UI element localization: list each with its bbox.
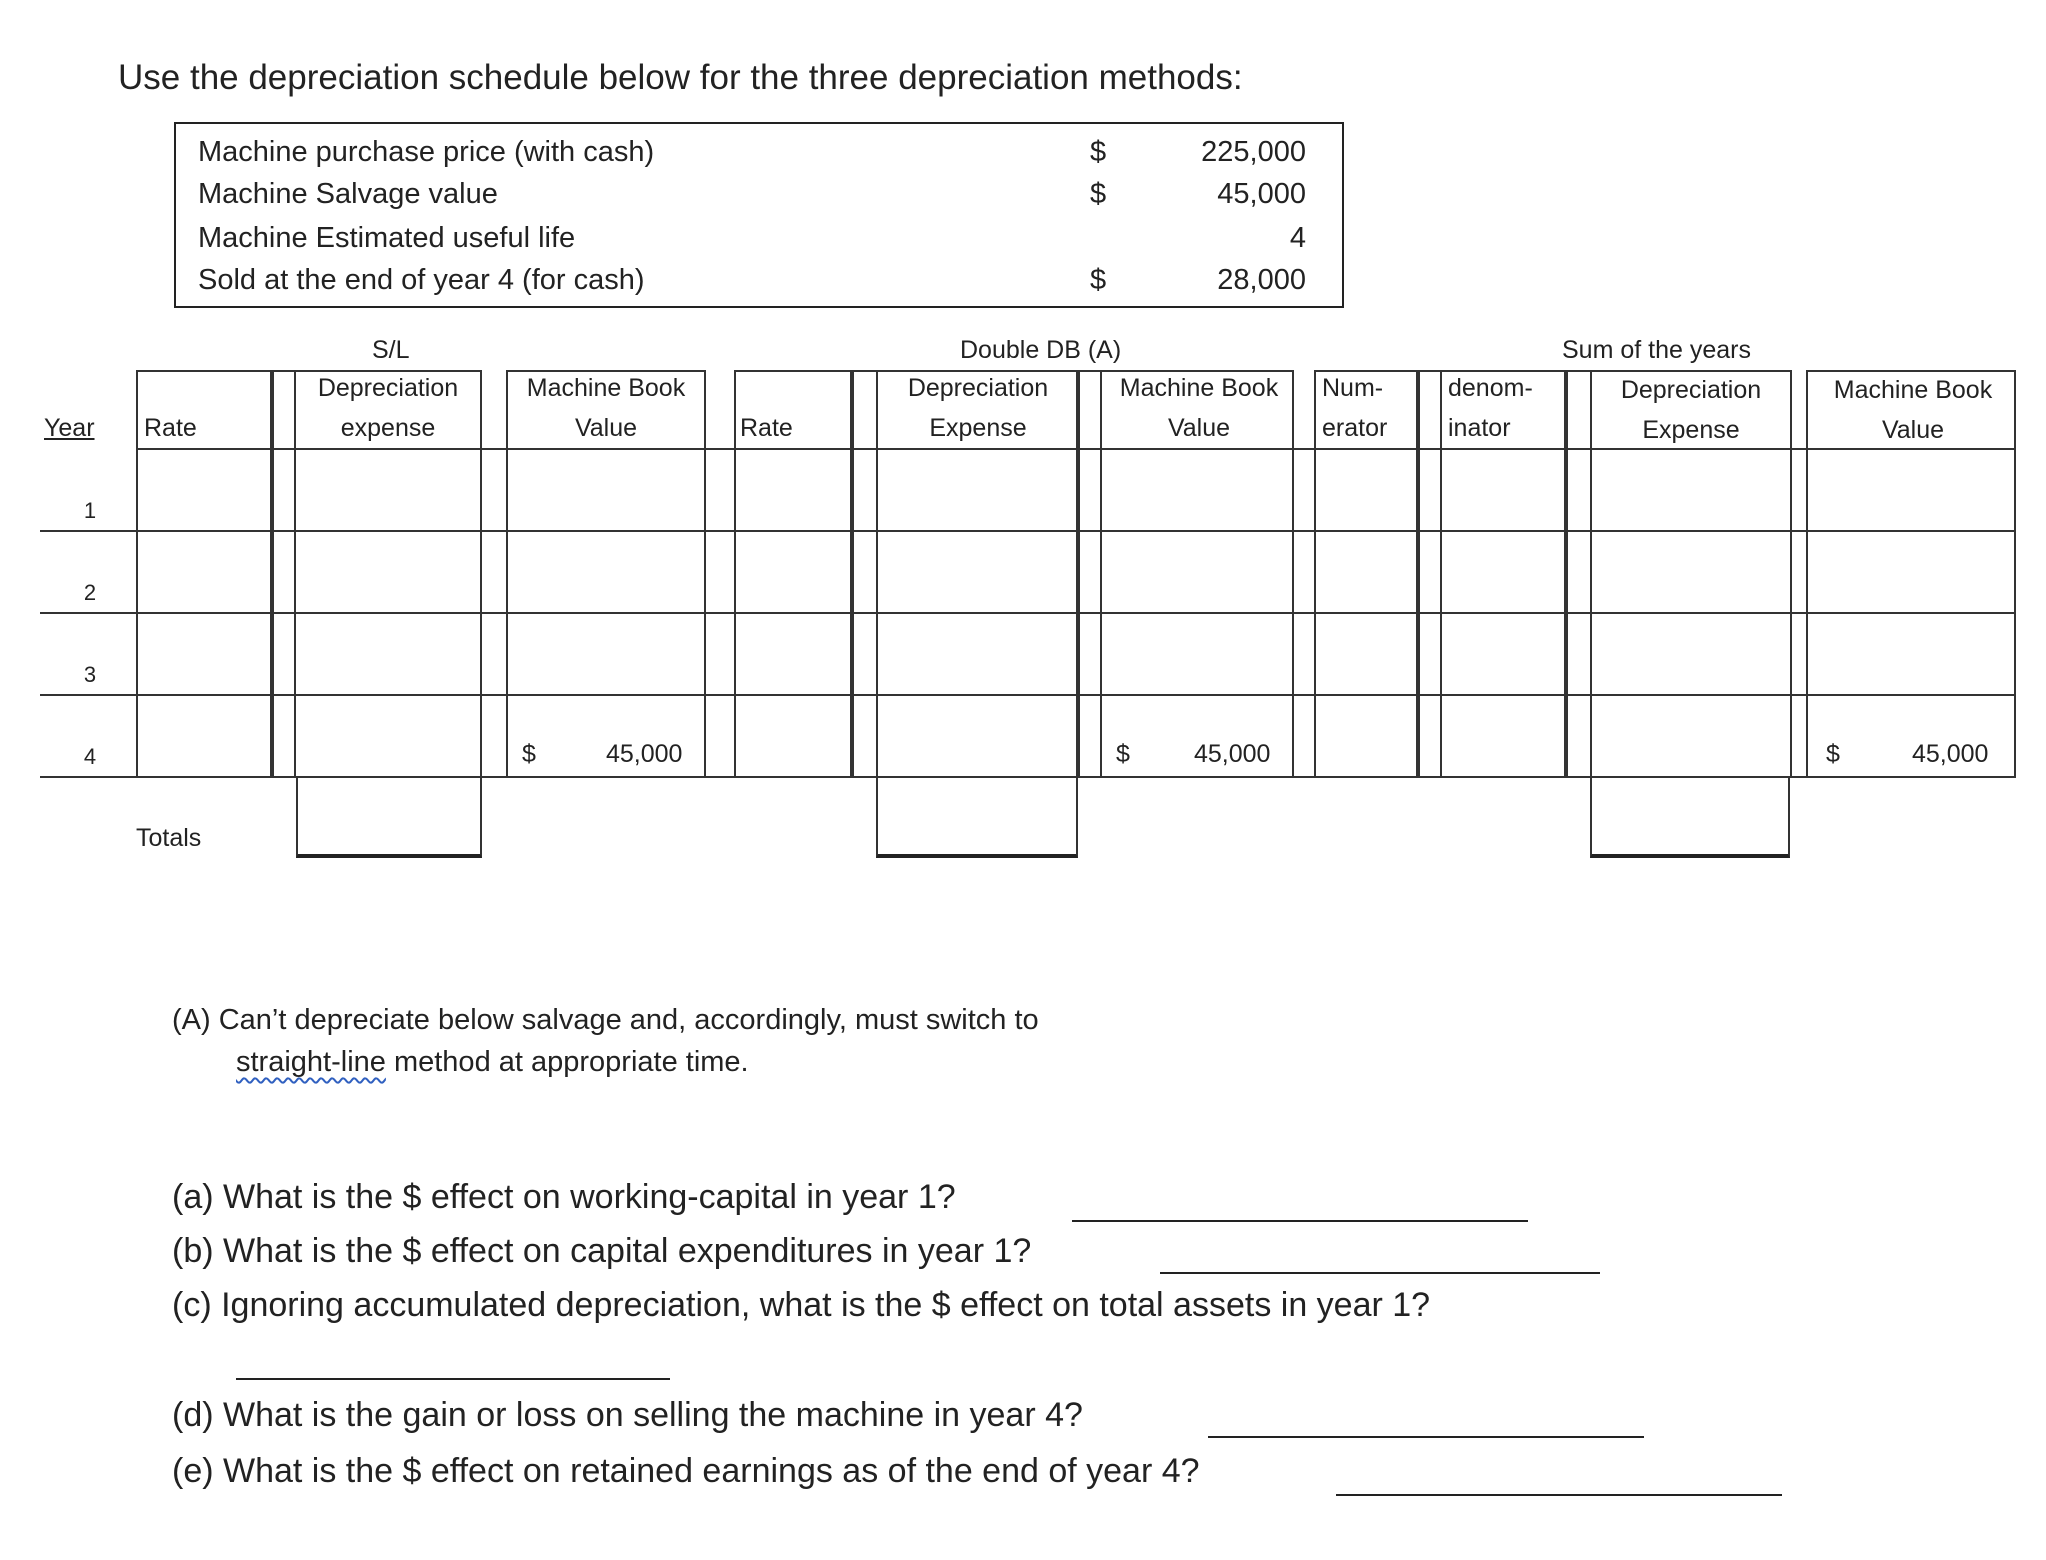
header-syd-depreciation: Depreciation (1620, 376, 1762, 404)
ddb-total-cell (876, 776, 1078, 858)
header-ddb-rate: Rate (740, 414, 793, 442)
note-line-2 (236, 1040, 749, 1084)
header-numerator: Num- (1322, 374, 1384, 402)
sl-year4-currency: $ (522, 740, 536, 768)
header-year: Year (44, 414, 95, 442)
header-denominator: denom- (1448, 374, 1533, 402)
note-line-1: (A) Can’t depreciate below salvage and, accordingly, must switch to (172, 1004, 1039, 1036)
header-numerator-2: erator (1322, 414, 1388, 442)
info-value: 225,000 (1201, 136, 1306, 168)
syd-total-cell (1590, 776, 1790, 858)
info-row-sold-price (198, 264, 1338, 304)
col-divider (294, 370, 296, 778)
info-value: 28,000 (1217, 264, 1306, 296)
info-value: 4 (1289, 222, 1306, 254)
header-sl-rate: Rate (144, 414, 197, 442)
header-sl-expense: expense (340, 414, 436, 442)
col-ddb-book-value (1078, 370, 1294, 778)
col-syd-depreciation (1566, 370, 1792, 778)
info-label: Machine Salvage value (198, 178, 498, 210)
header-divider (136, 448, 2016, 450)
info-currency: $ (1090, 264, 1107, 296)
col-numerator (1314, 370, 1418, 778)
col-ddb-rate (734, 370, 852, 778)
year-2: 2 (83, 580, 97, 605)
info-row-salvage-value (198, 178, 1338, 218)
sl-year4-book-value: 45,000 (606, 740, 683, 768)
header-sl-book-value-2: Value (574, 414, 638, 442)
group-label-ddb: Double DB (A) (960, 336, 1122, 364)
col-divider (1100, 370, 1102, 778)
info-currency: $ (1090, 136, 1107, 168)
info-label: Machine purchase price (with cash) (198, 136, 655, 168)
machine-info-box (174, 122, 1344, 308)
col-divider (1590, 370, 1592, 778)
group-label-sl: S/L (372, 336, 410, 364)
answer-line-b[interactable] (1160, 1272, 1600, 1274)
syd-year4-book-value: 45,000 (1912, 740, 1989, 768)
col-divider (876, 370, 878, 778)
col-sl-book-value (506, 370, 706, 778)
ddb-year4-currency: $ (1116, 740, 1130, 768)
header-ddb-expense: Expense (929, 414, 1027, 442)
info-label: Sold at the end of year 4 (for cash) (198, 264, 645, 296)
sl-total-cell (296, 776, 482, 858)
year-1: 1 (83, 498, 97, 523)
col-syd-book-value (1806, 370, 2016, 778)
header-ddb-depreciation: Depreciation (907, 374, 1049, 402)
answer-line-c[interactable] (236, 1378, 670, 1380)
header-ddb-book-value: Machine Book (1119, 374, 1279, 402)
header-syd-book-value-2: Value (1881, 416, 1945, 444)
header-denominator-2: inator (1448, 414, 1511, 442)
info-row-purchase-price (198, 136, 1338, 176)
note-squiggle-word: straight-line (236, 1046, 386, 1078)
question-b: (b) What is the $ effect on capital expenditures in year 1? (172, 1232, 1032, 1270)
note-line-2-rest: method at appropriate time. (385, 1046, 749, 1078)
header-sl-depreciation: Depreciation (317, 374, 459, 402)
info-value: 45,000 (1217, 178, 1306, 210)
answer-line-e[interactable] (1336, 1494, 1782, 1496)
year-3: 3 (83, 662, 97, 687)
question-e: (e) What is the $ effect on retained earnings as of the end of year 4? (172, 1452, 1200, 1490)
col-ddb-depreciation (852, 370, 1078, 778)
group-label-syd: Sum of the years (1562, 336, 1751, 364)
syd-year4-currency: $ (1826, 740, 1840, 768)
year-4: 4 (83, 744, 97, 769)
info-currency: $ (1090, 178, 1107, 210)
totals-label: Totals (136, 824, 202, 852)
col-sl-rate (136, 370, 272, 778)
info-label: Machine Estimated useful life (198, 222, 576, 254)
ddb-year4-book-value: 45,000 (1194, 740, 1271, 768)
header-syd-expense: Expense (1642, 416, 1740, 444)
row-divider (40, 530, 2016, 532)
page-heading: Use the depreciation schedule below for the three depreciation methods: (118, 58, 1243, 97)
question-d: (d) What is the gain or loss on selling the machine in year 4? (172, 1396, 1083, 1434)
header-sl-book-value: Machine Book (526, 374, 686, 402)
question-c: (c) Ignoring accumulated depreciation, what is the $ effect on total assets in year 1? (172, 1286, 1431, 1324)
header-syd-book-value: Machine Book (1833, 376, 1993, 404)
col-divider (1440, 370, 1442, 778)
info-row-useful-life (198, 222, 1338, 262)
answer-line-d[interactable] (1208, 1436, 1644, 1438)
col-sl-depreciation (272, 370, 482, 778)
row-divider (40, 612, 2016, 614)
question-a: (a) What is the $ effect on working-capital in year 1? (172, 1178, 956, 1216)
row-divider (40, 694, 2016, 696)
answer-line-a[interactable] (1072, 1220, 1528, 1222)
header-ddb-book-value-2: Value (1167, 414, 1231, 442)
